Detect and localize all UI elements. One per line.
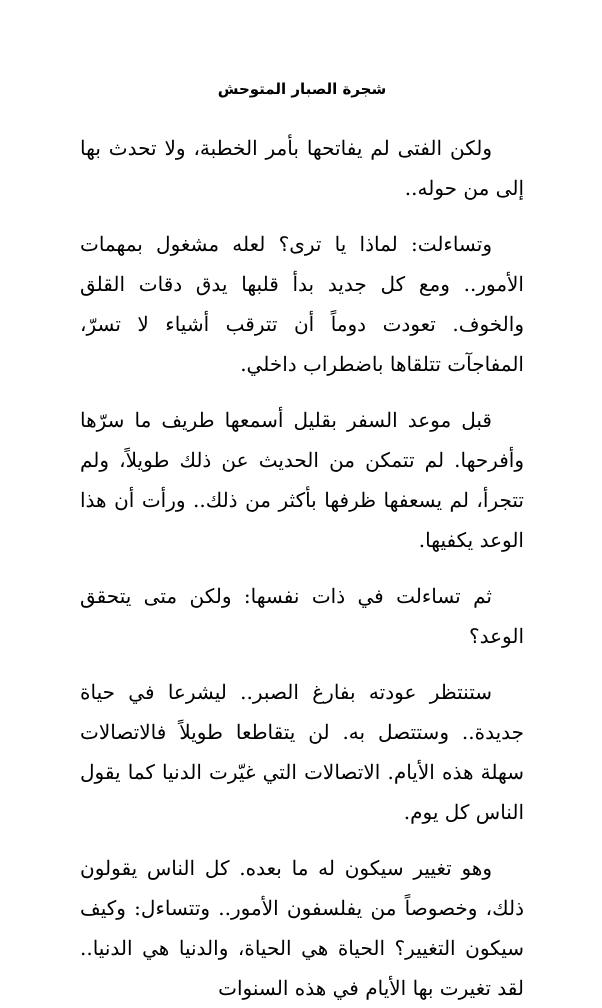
paragraph-3: قبل موعد السفر بقليل أسمعها طريف ما سرّها وأفرحها. لم تتمكن من الحديث عن ذلك طويلاً، ولم تتجرأ، لم يسعفها ظرفها بأكثر من ذلك.. ورأت أن هذا الوعد يكفيها. <box>80 408 524 552</box>
paragraph-1: ولكن الفتى لم يفاتحها بأمر الخطبة، ولا تحدث بها إلى من حوله.. <box>80 136 524 200</box>
paragraph-6: وهو تغيير سيكون له ما بعده. كل الناس يقولون ذلك، وخصوصاً من يفلسفون الأمور.. وتتساءل: وكيف سيكون التغيير؟ الحياة هي الحياة، والدنيا هي الدنيا.. لقد تغيرت بها الأيام في هذه السنوات <box>80 856 524 1000</box>
page-title: شجرة الصبار المتوحش <box>217 80 387 98</box>
paragraph-5: ستنتظر عودته بفارغ الصبر.. ليشرعا في حياة جديدة.. وستتصل به. لن يتقاطعا طويلاً فالاتصالات سهلة هذه الأيام. الاتصالات التي غيّرت الدنيا كما يقول الناس كل يوم. <box>80 680 524 824</box>
paragraph-2: وتساءلت: لماذا يا ترى؟ لعله مشغول بمهمات الأمور.. ومع كل جديد بدأ قلبها يدق دقات القلق والخوف. تعودت دوماً أن تترقب أشياء لا تسرّ، المفاجآت تتلقاها باضطراب داخلي. <box>80 232 524 376</box>
paragraph-4: ثم تساءلت في ذات نفسها: ولكن متى يتحقق الوعد؟ <box>80 584 524 648</box>
